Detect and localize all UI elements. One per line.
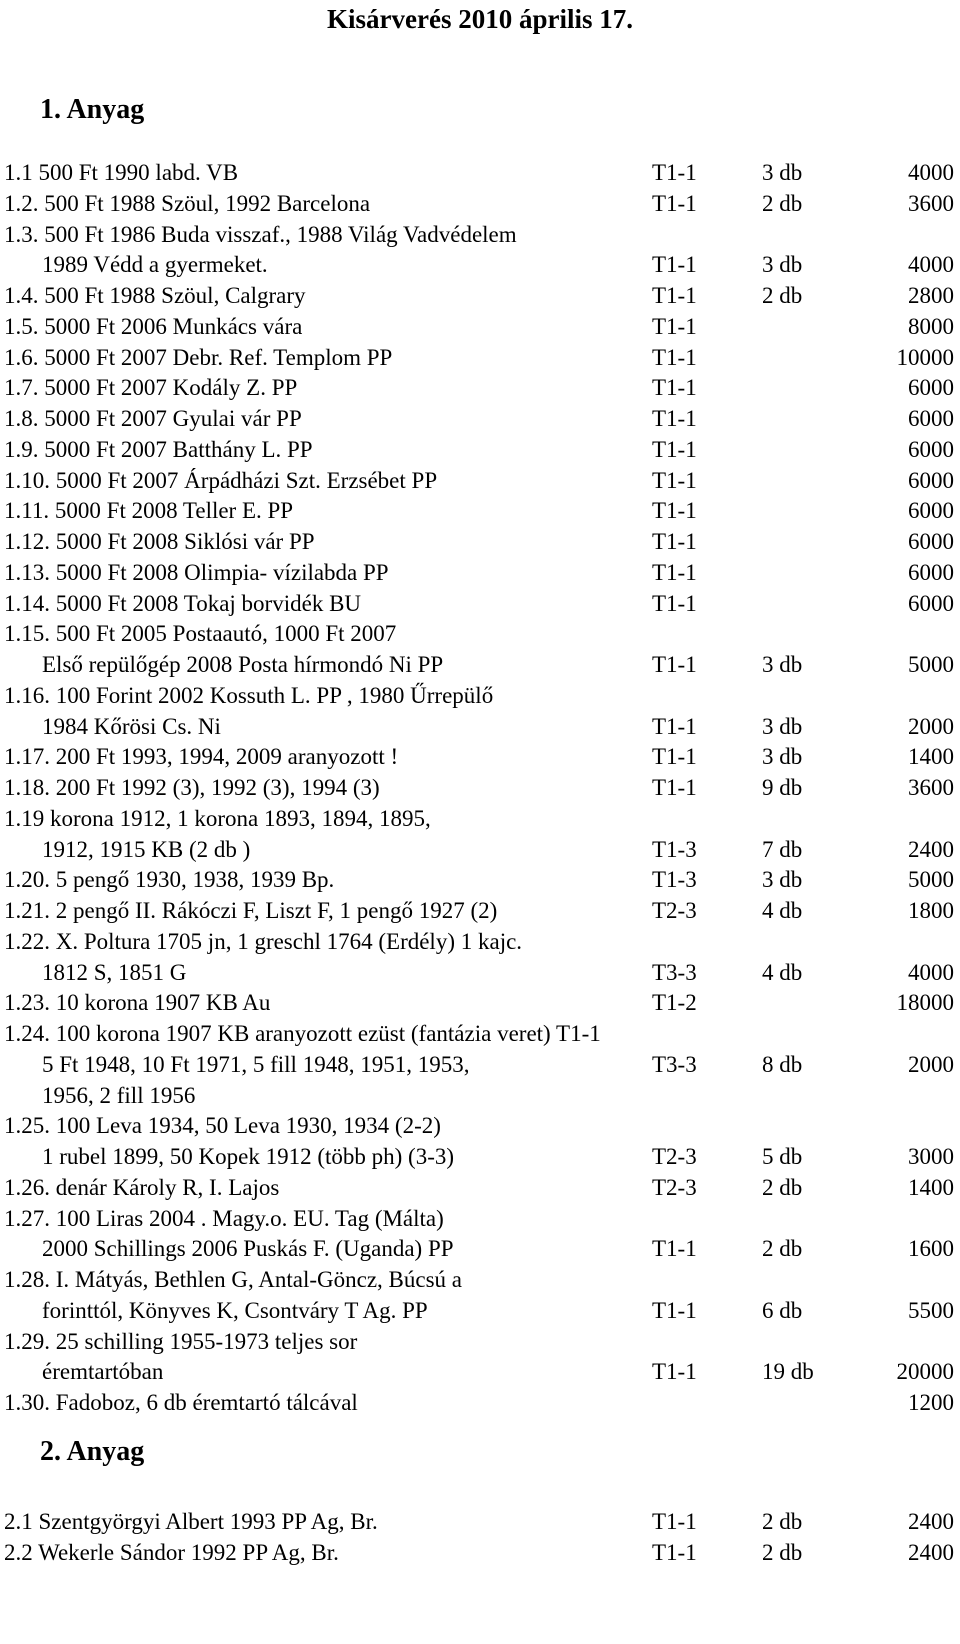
item-price: 6000 bbox=[908, 559, 954, 585]
item-description: 1.29. 25 schilling 1955-1973 teljes sor bbox=[4, 1328, 358, 1354]
item-grade: T1-1 bbox=[652, 775, 697, 800]
list-item bbox=[0, 744, 960, 774]
list-item bbox=[0, 406, 960, 436]
item-price: 2000 bbox=[908, 1051, 954, 1077]
item-price: 1400 bbox=[908, 744, 954, 770]
item-quantity: 3 db bbox=[762, 160, 803, 185]
item-grade: T3-3 bbox=[652, 1051, 697, 1077]
item-description: 1.5. 5000 Ft 2006 Munkács vára bbox=[4, 313, 303, 339]
item-price: 4000 bbox=[908, 252, 954, 278]
item-description: 1.2. 500 Ft 1988 Szöul, 1992 Barcelona bbox=[4, 190, 371, 216]
item-quantity: 9 db bbox=[762, 775, 803, 800]
item-description: 1.4. 500 Ft 1988 Szöul, Calgrary bbox=[4, 283, 306, 308]
item-price: 3600 bbox=[908, 775, 954, 800]
item-description: 1.30. Fadoboz, 6 db éremtartó tálcával bbox=[4, 1390, 358, 1415]
item-description: 1.16. 100 Forint 2002 Kossuth L. PP , 1980 Űrrepülő bbox=[4, 682, 494, 708]
item-quantity: 3 db bbox=[762, 744, 803, 770]
item-description: 2000 Schillings 2006 Puskás F. (Uganda) PP bbox=[42, 1236, 454, 1262]
item-quantity: 2 db bbox=[762, 1509, 803, 1534]
item-description: forinttól, Könyves K, Csontváry T Ag. PP bbox=[42, 1297, 428, 1323]
list-item bbox=[0, 1206, 960, 1236]
item-grade: T1-1 bbox=[652, 590, 697, 616]
item-quantity: 4 db bbox=[762, 898, 803, 923]
item-grade: T1-1 bbox=[652, 1297, 697, 1323]
item-grade: T1-1 bbox=[652, 1509, 697, 1534]
item-description: 1.18. 200 Ft 1992 (3), 1992 (3), 1994 (3) bbox=[4, 775, 380, 800]
list-item bbox=[0, 591, 960, 621]
item-price: 1800 bbox=[908, 898, 954, 923]
item-price: 6000 bbox=[908, 529, 954, 554]
item-price: 5500 bbox=[908, 1297, 954, 1323]
item-grade: T2-3 bbox=[652, 898, 697, 923]
list-item bbox=[0, 1052, 960, 1082]
item-grade: T1-1 bbox=[652, 252, 697, 278]
list-item bbox=[0, 867, 960, 897]
item-price: 6000 bbox=[908, 467, 954, 493]
item-quantity: 4 db bbox=[762, 959, 803, 985]
list-item bbox=[0, 191, 960, 221]
item-description: 1.20. 5 pengő 1930, 1938, 1939 Bp. bbox=[4, 867, 335, 893]
list-item bbox=[0, 652, 960, 682]
list-item bbox=[0, 837, 960, 867]
item-grade: T1-1 bbox=[652, 190, 697, 216]
item-price: 6000 bbox=[908, 590, 954, 616]
list-item bbox=[0, 222, 960, 252]
item-price: 6000 bbox=[908, 406, 954, 431]
item-price: 6000 bbox=[908, 375, 954, 401]
item-grade: T1-1 bbox=[652, 467, 697, 493]
item-grade: T1-1 bbox=[652, 283, 697, 308]
list-item bbox=[0, 529, 960, 559]
item-description: 1.21. 2 pengő II. Rákóczi F, Liszt F, 1 pengő 1927 (2) bbox=[4, 898, 498, 923]
item-quantity: 3 db bbox=[762, 713, 803, 739]
item-grade: T1-1 bbox=[652, 498, 697, 524]
item-price: 2400 bbox=[908, 1539, 954, 1565]
item-quantity: 3 db bbox=[762, 252, 803, 278]
item-quantity: 19 db bbox=[762, 1359, 814, 1385]
item-price: 1200 bbox=[908, 1390, 954, 1415]
item-description: 1.22. X. Poltura 1705 jn, 1 greschl 1764 (Erdély) 1 kajc. bbox=[4, 928, 523, 954]
section-2-heading: 2. Anyag bbox=[40, 1436, 145, 1467]
item-quantity: 3 db bbox=[762, 652, 803, 677]
list-item bbox=[0, 1298, 960, 1328]
item-price: 3000 bbox=[908, 1144, 954, 1169]
item-grade: T1-1 bbox=[652, 406, 697, 431]
list-item bbox=[0, 1390, 960, 1420]
item-price: 6000 bbox=[908, 498, 954, 524]
item-price: 18000 bbox=[896, 990, 954, 1016]
list-item bbox=[0, 314, 960, 344]
list-item bbox=[0, 1021, 960, 1051]
item-description: 1.17. 200 Ft 1993, 1994, 2009 aranyozott ! bbox=[4, 744, 399, 770]
list-item bbox=[0, 1144, 960, 1174]
list-item bbox=[0, 1083, 960, 1113]
item-grade: T2-3 bbox=[652, 1144, 697, 1169]
item-price: 1400 bbox=[908, 1174, 954, 1200]
item-price: 8000 bbox=[908, 313, 954, 339]
item-grade: T3-3 bbox=[652, 959, 697, 985]
item-description: 1.14. 5000 Ft 2008 Tokaj borvidék BU bbox=[4, 590, 362, 616]
item-grade: T1-1 bbox=[652, 744, 697, 770]
item-description: 1 rubel 1899, 50 Kopek 1912 (több ph) (3-3) bbox=[42, 1144, 455, 1169]
item-price: 2000 bbox=[908, 713, 954, 739]
list-item bbox=[0, 990, 960, 1020]
item-description: 1.12. 5000 Ft 2008 Siklósi vár PP bbox=[4, 529, 315, 554]
list-item bbox=[0, 621, 960, 651]
item-description: 1.23. 10 korona 1907 KB Au bbox=[4, 990, 271, 1016]
item-description: 1912, 1915 KB (2 db ) bbox=[42, 836, 251, 862]
item-grade: T1-3 bbox=[652, 836, 697, 862]
item-description: 1.11. 5000 Ft 2008 Teller E. PP bbox=[4, 498, 294, 524]
item-grade: T1-1 bbox=[652, 436, 697, 462]
item-description: 1.10. 5000 Ft 2007 Árpádházi Szt. Erzsébet PP bbox=[4, 467, 438, 493]
item-description: 1.9. 5000 Ft 2007 Batthány L. PP bbox=[4, 436, 313, 462]
list-item bbox=[0, 375, 960, 405]
item-grade: T1-1 bbox=[652, 652, 697, 677]
item-description: éremtartóban bbox=[42, 1359, 164, 1385]
list-item bbox=[0, 714, 960, 744]
item-grade: T1-2 bbox=[652, 990, 697, 1016]
item-description: Első repülőgép 2008 Posta hírmondó Ni PP bbox=[42, 652, 444, 677]
item-description: 1.19 korona 1912, 1 korona 1893, 1894, 1895, bbox=[4, 805, 431, 831]
list-item bbox=[0, 252, 960, 282]
item-grade: T1-1 bbox=[652, 1539, 697, 1565]
item-grade: T1-1 bbox=[652, 713, 697, 739]
item-quantity: 2 db bbox=[762, 283, 803, 308]
item-price: 4000 bbox=[908, 959, 954, 985]
section-1-heading: 1. Anyag bbox=[40, 94, 145, 125]
list-item bbox=[0, 1509, 960, 1539]
list-item bbox=[0, 498, 960, 528]
item-price: 5000 bbox=[908, 867, 954, 893]
item-grade: T1-1 bbox=[652, 529, 697, 554]
item-price: 1600 bbox=[908, 1236, 954, 1262]
item-price: 2800 bbox=[908, 283, 954, 308]
item-grade: T1-1 bbox=[652, 160, 697, 185]
item-description: 1.24. 100 korona 1907 KB aranyozott ezüst (fantázia veret) T1-1 bbox=[4, 1021, 601, 1046]
page-title: Kisárverés 2010 április 17. bbox=[327, 4, 633, 34]
item-description: 5 Ft 1948, 10 Ft 1971, 5 fill 1948, 1951, 1953, bbox=[42, 1051, 470, 1077]
item-description: 1.3. 500 Ft 1986 Buda visszaf., 1988 Világ Vadvédelem bbox=[4, 221, 517, 247]
list-item bbox=[0, 468, 960, 498]
item-description: 1.7. 5000 Ft 2007 Kodály Z. PP bbox=[4, 375, 298, 401]
list-item bbox=[0, 283, 960, 313]
item-price: 4000 bbox=[908, 160, 954, 185]
item-quantity: 8 db bbox=[762, 1051, 803, 1077]
list-item bbox=[0, 683, 960, 713]
item-grade: T1-1 bbox=[652, 375, 697, 401]
list-item bbox=[0, 1113, 960, 1143]
list-item bbox=[0, 1236, 960, 1266]
item-quantity: 2 db bbox=[762, 1539, 803, 1565]
item-price: 10000 bbox=[896, 344, 954, 370]
item-description: 1.28. I. Mátyás, Bethlen G, Antal-Göncz, Búcsú a bbox=[4, 1267, 462, 1292]
list-item bbox=[0, 1329, 960, 1359]
list-item bbox=[0, 898, 960, 928]
list-item bbox=[0, 1540, 960, 1570]
item-quantity: 2 db bbox=[762, 1236, 803, 1262]
item-description: 1812 S, 1851 G bbox=[42, 959, 187, 985]
item-price: 3600 bbox=[908, 190, 954, 216]
list-item bbox=[0, 929, 960, 959]
item-quantity: 6 db bbox=[762, 1297, 803, 1323]
item-grade: T1-1 bbox=[652, 559, 697, 585]
item-grade: T1-1 bbox=[652, 1236, 697, 1262]
list-item bbox=[0, 437, 960, 467]
item-price: 5000 bbox=[908, 652, 954, 677]
item-quantity: 7 db bbox=[762, 836, 803, 862]
item-quantity: 5 db bbox=[762, 1144, 803, 1169]
list-item bbox=[0, 560, 960, 590]
item-description: 1.26. denár Károly R, I. Lajos bbox=[4, 1174, 280, 1200]
item-description: 1.6. 5000 Ft 2007 Debr. Ref. Templom PP bbox=[4, 344, 393, 370]
list-item bbox=[0, 1175, 960, 1205]
item-grade: T1-1 bbox=[652, 313, 697, 339]
item-quantity: 3 db bbox=[762, 867, 803, 893]
item-grade: T2-3 bbox=[652, 1174, 697, 1200]
list-item bbox=[0, 1267, 960, 1297]
list-item bbox=[0, 345, 960, 375]
item-description: 1.27. 100 Liras 2004 . Magy.o. EU. Tag (Málta) bbox=[4, 1205, 444, 1231]
item-description: 1.25. 100 Leva 1934, 50 Leva 1930, 1934 (2-2) bbox=[4, 1113, 441, 1139]
item-price: 20000 bbox=[896, 1359, 954, 1385]
list-item bbox=[0, 775, 960, 805]
item-description: 1.1 500 Ft 1990 labd. VB bbox=[4, 160, 239, 185]
item-description: 1984 Kőrösi Cs. Ni bbox=[42, 713, 221, 739]
item-description: 2.1 Szentgyörgyi Albert 1993 PP Ag, Br. bbox=[4, 1509, 378, 1534]
item-quantity: 2 db bbox=[762, 1174, 803, 1200]
list-item bbox=[0, 806, 960, 836]
item-grade: T1-1 bbox=[652, 1359, 697, 1385]
item-description: 1.15. 500 Ft 2005 Postaautó, 1000 Ft 2007 bbox=[4, 621, 397, 647]
list-item bbox=[0, 160, 960, 190]
item-price: 6000 bbox=[908, 436, 954, 462]
item-grade: T1-1 bbox=[652, 344, 697, 370]
item-quantity: 2 db bbox=[762, 190, 803, 216]
list-item bbox=[0, 960, 960, 990]
item-price: 2400 bbox=[908, 836, 954, 862]
item-description: 1989 Védd a gyermeket. bbox=[42, 252, 268, 278]
item-description: 1956, 2 fill 1956 bbox=[42, 1082, 196, 1108]
item-price: 2400 bbox=[908, 1509, 954, 1534]
item-grade: T1-3 bbox=[652, 867, 697, 893]
list-item bbox=[0, 1359, 960, 1389]
item-description: 1.8. 5000 Ft 2007 Gyulai vár PP bbox=[4, 406, 302, 431]
item-description: 2.2 Wekerle Sándor 1992 PP Ag, Br. bbox=[4, 1539, 339, 1565]
item-description: 1.13. 5000 Ft 2008 Olimpia- vízilabda PP bbox=[4, 559, 389, 585]
